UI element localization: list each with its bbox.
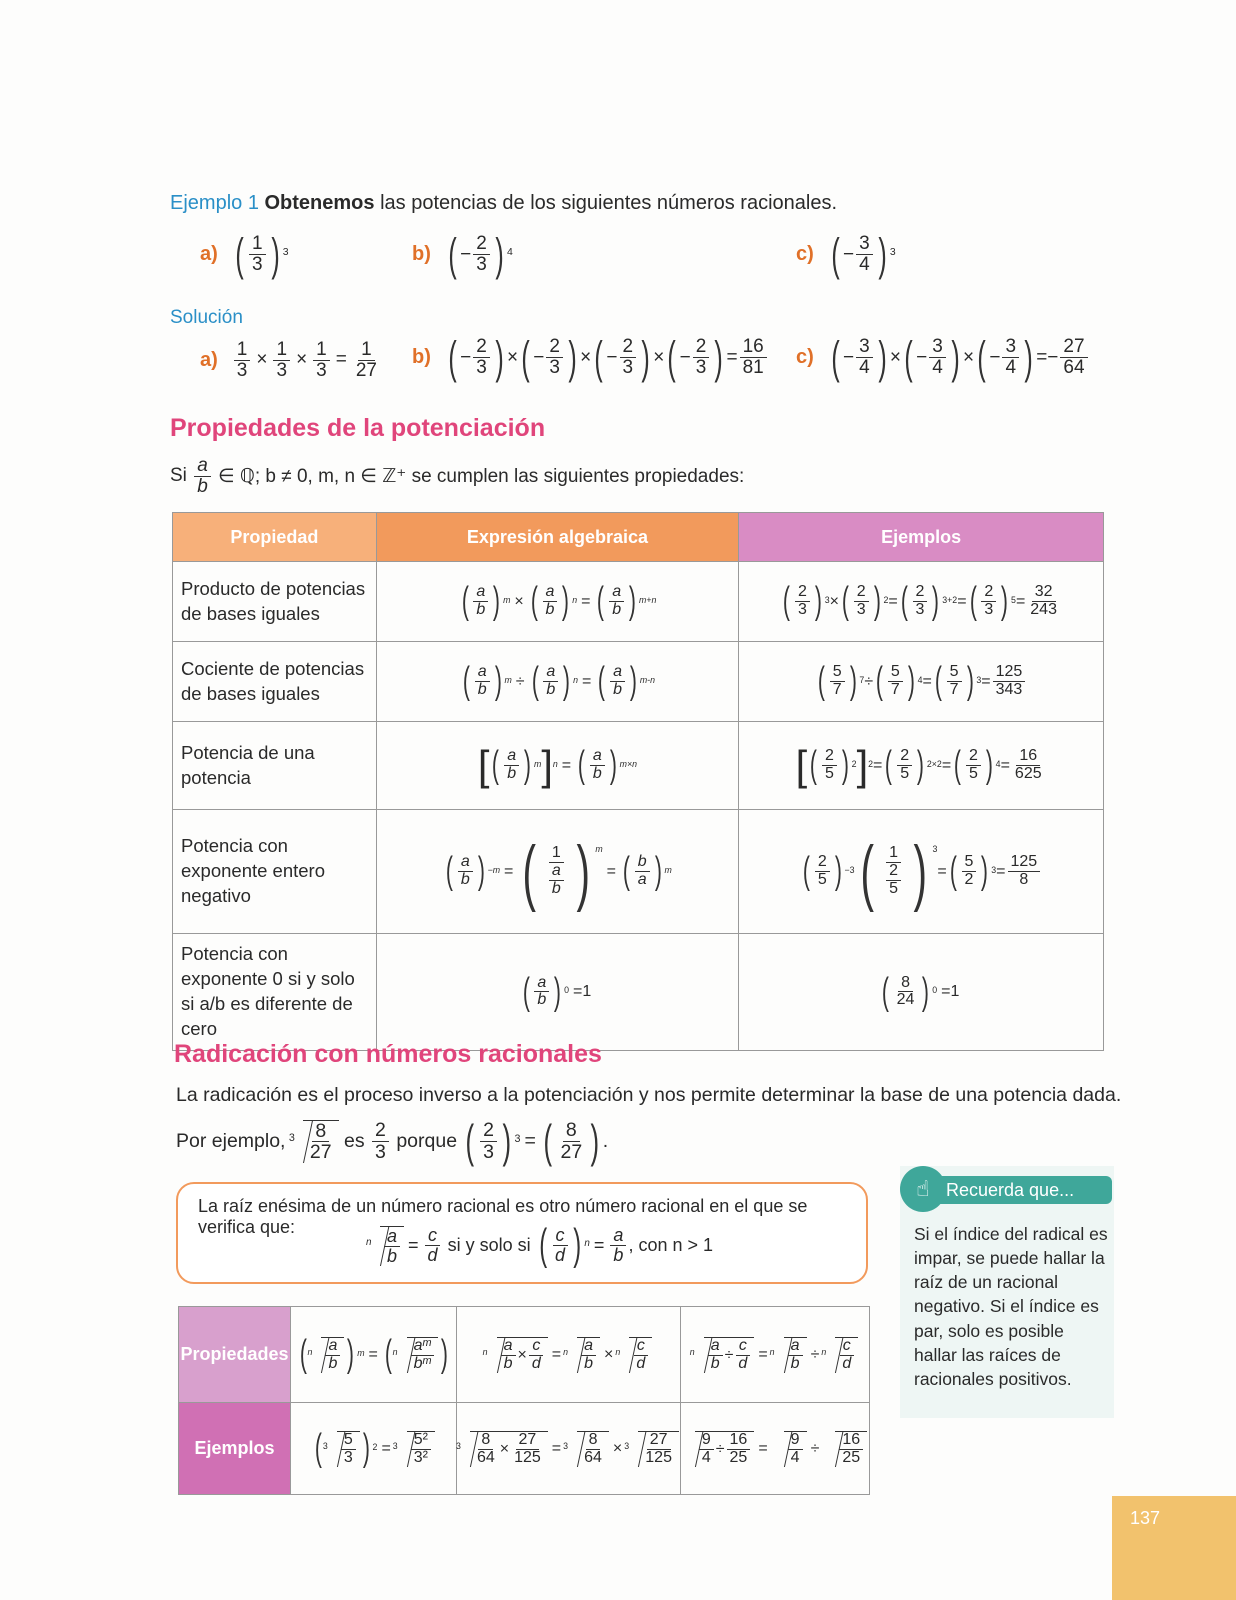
recuerda-text: Si el índice del radical es impar, se puede hallar la raíz de un racional negativo. Si el índice es par, solo es posible hallar las raíces de racionales positivos. (914, 1224, 1108, 1389)
table-row: Potencia con exponente entero negativo ( $\frac{a}{b}$ ) −m = ( $\frac{1}{\frac{a}{b}}$ ) m = ( $\frac{b}{a}$ ) m ( $\frac{2}{5}$ ) −3 ( $\frac{1}{\frac{2}{5}}$ ) 3 = ( $\frac{5}{2}$ ) 3 = $\frac{125}{8}$ (173, 810, 1104, 934)
section-title-potenciacion: Propiedades de la potenciación (170, 414, 546, 442)
example-item-b: b) ( − $\frac{2}{3}$ ) 4 (412, 229, 513, 280)
definition-box: La raíz enésima de un número racional es otro número racional en el que se verifica que: n $\frac{a}{b}$ = $\frac{c}{d}$ si y solo si ( $\frac{c}{d}$ ) n = $\frac{a}{b}$ , con n > 1 (176, 1182, 868, 1284)
table-row: Potencia de una potencia [ ( $\frac{a}{b}$ ) m ] n = ( $\frac{a}{b}$ ) m×n [ ( $\frac{2}{5}$ ) 2 ] 2 = ( $\frac{2}{5}$ ) 2×2 = ( $\frac{2}{5}$ ) 4 = $\frac{16}{625}$ (173, 722, 1104, 810)
table-row: Cociente de potencias de bases iguales ( $\frac{a}{b}$ ) m ÷ ( $\frac{a}{b}$ ) n = ( $\frac{a}{b}$ ) m-n ( $\frac{5}{7}$ ) 7 ÷ ( $\frac{5}{7}$ ) 4 = ( $\frac{5}{7}$ ) 3 = $\frac{125}{343}$ (173, 642, 1104, 722)
hand-icon: ☝ (900, 1166, 946, 1212)
example-heading (170, 192, 837, 215)
example-label: Ejemplo 1 (170, 192, 259, 214)
recuerda-panel (900, 1166, 1114, 1418)
header-propiedades: Propiedades (179, 1307, 291, 1403)
header-ejemplos: Ejemplos (739, 513, 1104, 562)
section2-example: Por ejemplo, 3 $\frac{8}{27}$ es $\frac{2}{3}$ porque ( $\frac{2}{3}$ ) 3 = ( $\frac{8}{27}$ ) . (176, 1115, 609, 1167)
page-number: 137 (1130, 1508, 1161, 1528)
properties-table (172, 512, 1104, 1051)
solution-a: a) $\frac{1}{3}$ × $\frac{1}{3}$ × $\frac{1}{3}$ = $\frac{1}{27}$ (200, 339, 377, 381)
section1-intro: Si $\frac{a}{b}$ ∈ ℚ; b ≠ 0, m, n ∈ ℤ⁺ se cumplen las siguientes propiedades: (170, 455, 745, 497)
solution-label: Solución (170, 307, 243, 328)
recuerda-title: Recuerda que... (936, 1176, 1112, 1204)
section2-paragraph: La radicación es el proceso inverso a la potenciación y nos permite determinar la base de una potencia dada. (176, 1084, 1122, 1106)
example-item-a: a) ( $\frac{1}{3}$ ) 3 (200, 229, 289, 280)
example-item-c: c) ( − $\frac{3}{4}$ ) 3 (796, 229, 896, 280)
example-text: las potencias de los siguientes números racionales. (380, 192, 838, 214)
header-expresion: Expresión algebraica (376, 513, 739, 562)
table-row: Producto de potencias de bases iguales ( $\frac{a}{b}$ ) m × ( $\frac{a}{b}$ ) n = ( $\frac{a}{b}$ ) m+n ( $\frac{2}{3}$ ) 3 × ( $\frac{2}{3}$ ) 2 = ( $\frac{2}{3}$ ) 3+2 = ( $\frac{2}{3}$ ) 5 = $\frac{32}{243}$ (173, 562, 1104, 642)
header-propiedad: Propiedad (173, 513, 377, 562)
solution-b: b) ( − $\frac{2}{3}$ ) × ( − $\frac{2}{3}$ ) × ( − $\frac{2}{3}$ ) × ( − $\frac{2}{3}$ ) = $\frac{16}{81}$ (412, 335, 769, 381)
example-bold: Obtenemos (264, 192, 375, 214)
page-number-tab (1112, 1496, 1236, 1600)
section-title-radicacion: Radicación con números racionales (174, 1040, 602, 1068)
header-ejemplos-2: Ejemplos (179, 1403, 291, 1495)
solution-c: c) ( − $\frac{3}{4}$ ) × ( − $\frac{3}{4}$ ) × ( − $\frac{3}{4}$ ) =− $\frac{27}{64}$ (796, 335, 1090, 381)
table-row: Potencia con exponente 0 si y solo si a/b es diferente de cero ( $\frac{a}{b}$ ) 0 =1 ( $\frac{8}{24}$ ) 0 =1 (173, 934, 1104, 1051)
radical-table: Propiedades ( n $\frac{a}{b}$ ) m = ( n $\frac{\text{aᵐ}}{\text{bᵐ}}$ ) n $\frac{a}{b}$ × $\frac{c}{d}$ = n $\frac{a}{b}$ × n $\frac{c}{d}$ n $\frac{a}{b}$ ÷ $\frac{c}{d}$ = n $\frac{a}{b}$ ÷ n $\frac{c}{d}$ Ejemplos ( 3 $\frac{5}{3}$ ) 2 = 3 $\frac{\text{5²}}{\text{3²}}$ 3 $\frac{8}{64}$ × $\frac{27}{125}$ = 3 $\frac{8}{64}$ × 3 $\frac{27}{125}$ $\frac{9}{4}$ ÷ $\frac{16}{25}$ = $\frac{9}{4}$ ÷ $\frac{16}{25}$ (178, 1306, 870, 1495)
